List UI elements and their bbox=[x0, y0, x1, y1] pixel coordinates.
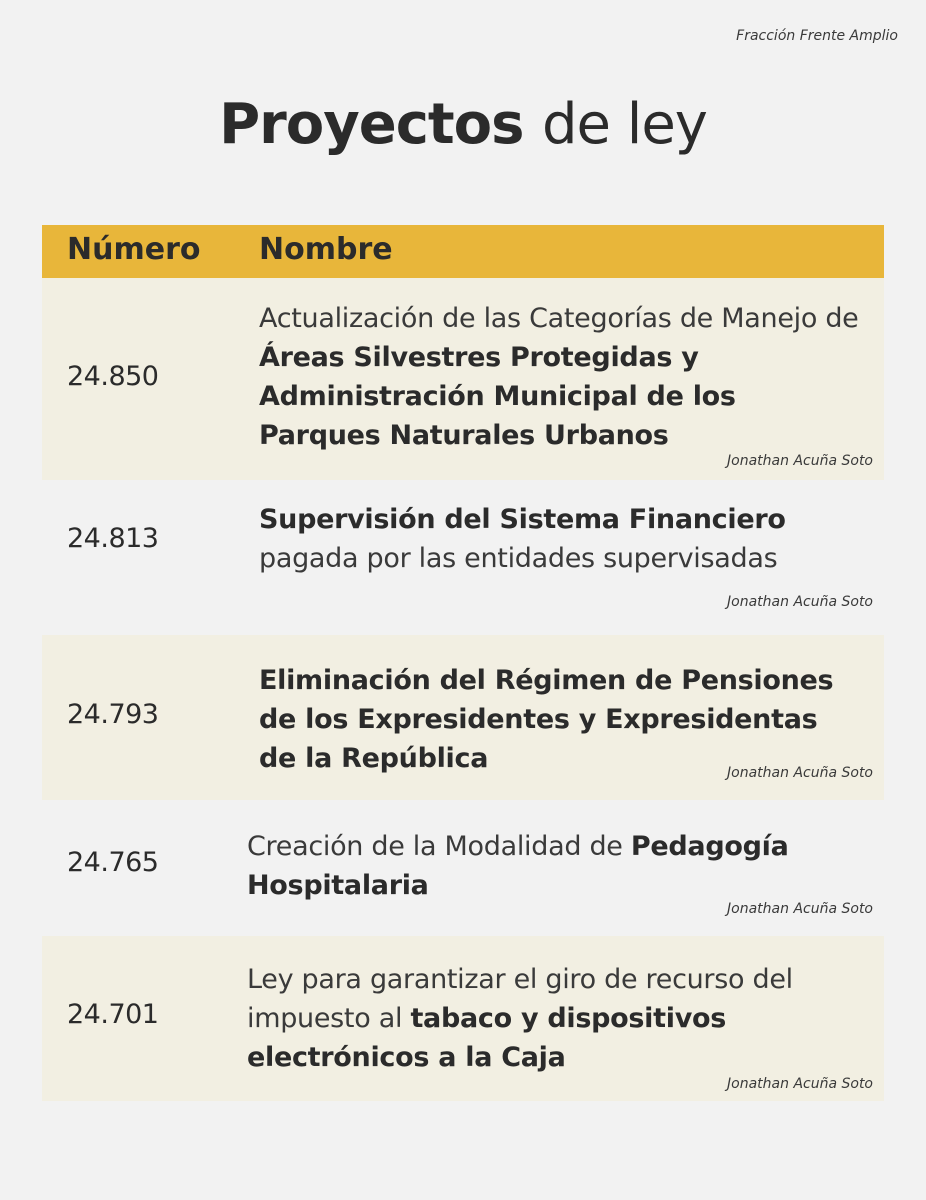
header-name: Nombre bbox=[259, 232, 393, 267]
page-title bbox=[0, 92, 926, 157]
party-label: Fracción Frente Amplio bbox=[736, 28, 898, 44]
bill-number: 24.701 bbox=[67, 999, 159, 1030]
bill-name-bold: Supervisión del Sistema Financiero bbox=[259, 504, 786, 535]
bill-name bbox=[259, 299, 859, 455]
bill-name bbox=[247, 960, 857, 1077]
title-bold: Proyectos bbox=[219, 92, 524, 157]
bill-number: 24.793 bbox=[67, 699, 159, 730]
bill-name bbox=[247, 827, 857, 905]
table-row bbox=[42, 800, 884, 936]
bill-author: Jonathan Acuña Soto bbox=[727, 901, 873, 917]
bills-table bbox=[42, 225, 884, 1101]
title-light: de ley bbox=[541, 92, 707, 157]
bill-number: 24.765 bbox=[67, 847, 159, 878]
bill-author: Jonathan Acuña Soto bbox=[727, 1076, 873, 1092]
bill-name bbox=[259, 661, 859, 778]
bill-name-bold: Áreas Silvestres Protegidas y Administración Municipal de los Parques Naturales Urbanos bbox=[259, 342, 736, 451]
table-row bbox=[42, 480, 884, 635]
bill-name-text: Creación de la Modalidad de bbox=[247, 831, 631, 862]
table-row bbox=[42, 635, 884, 800]
bill-number: 24.850 bbox=[67, 361, 159, 392]
bill-name-bold: Pedagogía Hospitalaria bbox=[247, 831, 789, 901]
bill-name-bold: Eliminación del Régimen de Pensiones de los Expresidentes y Expresidentas de la República bbox=[259, 665, 834, 774]
bill-name-text: pagada por las entidades supervisadas bbox=[259, 543, 778, 574]
bill-name-text: Actualización de las Categorías de Manejo de bbox=[259, 303, 859, 334]
bill-author: Jonathan Acuña Soto bbox=[727, 453, 873, 469]
bill-name-text: Ley para garantizar el giro de recurso del impuesto al bbox=[247, 964, 793, 1034]
table-row bbox=[42, 936, 884, 1101]
bill-name bbox=[259, 500, 859, 578]
bill-number: 24.813 bbox=[67, 523, 159, 554]
table-header bbox=[42, 225, 884, 278]
bill-author: Jonathan Acuña Soto bbox=[727, 765, 873, 781]
table-row bbox=[42, 278, 884, 480]
bill-name-bold: tabaco y dispositivos electrónicos a la Caja bbox=[247, 1003, 727, 1073]
bill-author: Jonathan Acuña Soto bbox=[727, 594, 873, 610]
header-number: Número bbox=[67, 232, 201, 267]
